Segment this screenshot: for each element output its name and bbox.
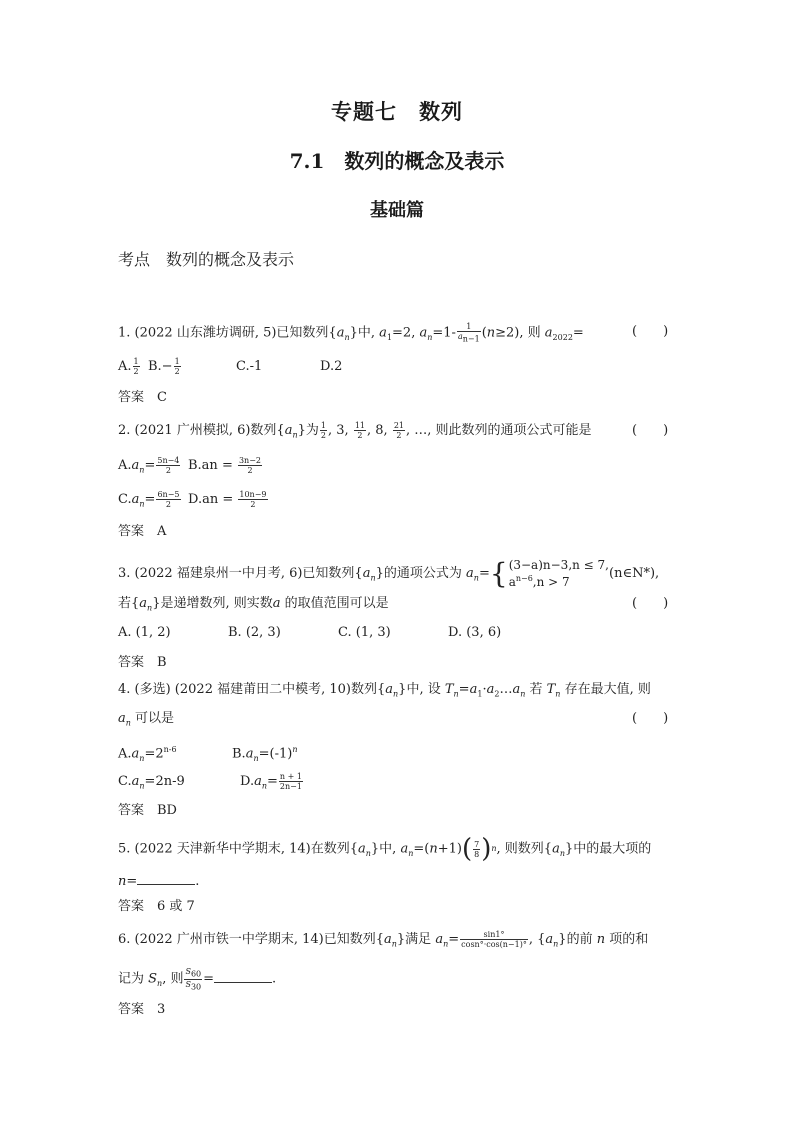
q2-option-a: $A.a_n=$ $\frac{5n-4}{2}$ bbox=[118, 456, 180, 475]
q1-answer: 答案 C bbox=[118, 390, 167, 405]
q4-option-d: $D.a_n=$ $\frac{n + 1}{2n-1}$ bbox=[240, 772, 302, 791]
answer-bracket-2: ( ) bbox=[632, 423, 669, 438]
fill-blank bbox=[137, 872, 195, 885]
q3-answer: 答案 B bbox=[118, 655, 167, 670]
topic-heading: 考点 数列的概念及表示 bbox=[118, 250, 295, 269]
q3-option-c: C. (1, 3) bbox=[338, 625, 391, 640]
answer-bracket-4: ( ) bbox=[632, 711, 669, 726]
answer-bracket-3: ( ) bbox=[632, 596, 669, 611]
question-5-stem-line2: n= . bbox=[118, 874, 200, 889]
section-title: 7.1 数列的概念及表示 bbox=[289, 149, 505, 173]
q2-option-c: $C.a_n=$ $\frac{6n-5}{2}$ bbox=[118, 490, 180, 509]
q6-answer: 答案 3 bbox=[118, 1002, 166, 1017]
q1-option-a: A. $\frac{1}{2}$ bbox=[118, 357, 139, 376]
q3-option-d: D. (3, 6) bbox=[448, 625, 502, 640]
q2-answer: 答案 A bbox=[118, 524, 167, 539]
q2-option-d: D.an = $\frac{10n-9}{2}$ bbox=[188, 490, 267, 509]
fill-blank bbox=[214, 970, 272, 983]
question-4-stem-line2: $a_n$ 可以是 bbox=[118, 711, 175, 728]
q1-option-d: D.2 bbox=[320, 359, 343, 374]
fraction: $\frac{1}{a_{n-1}}$ bbox=[457, 322, 480, 344]
question-4-stem: 4. (多选) (2022 福建莆田二中模考, 10)数列$\{a_n\}$中, 设 $T_n=a_1\cdot a_2\dots a_n$ 若 $T_n$ 存在最大值, 则 bbox=[118, 682, 651, 699]
q4-option-b: $B.a_n=(-1)^n$ bbox=[232, 745, 298, 763]
question-5-stem: 5. (2022 天津新华中学期末, 14)在数列$\{a_n\}$中, $a_n=(n+1)$ ( $\frac{7}{8}$ ) n , 则数列$\{a_n\}$中的最大项的 bbox=[118, 834, 652, 864]
q3-option-a: A. (1, 2) bbox=[118, 625, 171, 640]
question-3-stem-line2: 若$\{a_n\}$是递增数列, 则实数a 的取值范围可以是 bbox=[118, 596, 389, 613]
q1-option-c: C.-1 bbox=[236, 359, 263, 374]
q4-option-c: $C.a_n=2n-9$ bbox=[118, 774, 185, 791]
piecewise-formula: { (3−a)n−3,n ≤ 7, $a^{n-6},n > 7$ bbox=[489, 556, 609, 590]
question-2-stem: 2. (2021 广州模拟, 6)数列$\{a_n\}$为 $\frac{1}{2}$ , 3, $\frac{11}{2}$ , 8, $\frac{21}{2}$ , …, 则此数列的通项公式可能是 bbox=[118, 421, 592, 440]
q4-answer: 答案 BD bbox=[118, 803, 177, 818]
q5-answer: 答案 6 或 7 bbox=[118, 899, 195, 914]
answer-bracket-1: ( ) bbox=[632, 324, 669, 339]
question-1-stem: 1. (2022 山东潍坊调研, 5)已知数列$\{a_n\}$中, $a_1=2$, $a_n=1-$ $\frac{1}{a_{n-1}}$ (n≥2), 则 $a_{2022}=$ bbox=[118, 322, 584, 344]
power-expression: ( $\frac{7}{8}$ ) n bbox=[461, 834, 497, 864]
q3-option-b: B. (2, 3) bbox=[228, 625, 281, 640]
q2-option-b: B.an = $\frac{3n-2}{2}$ bbox=[188, 456, 262, 475]
question-3-stem: 3. (2022 福建泉州一中月考, 6)已知数列$\{a_n\}$的通项公式为 $a_n=$ { (3−a)n−3,n ≤ 7, $a^{n-6},n > 7$ (n∈N*), bbox=[118, 556, 660, 590]
part-title: 基础篇 bbox=[370, 200, 424, 221]
chapter-title: 专题七 数列 bbox=[331, 99, 463, 124]
question-6-stem-line2: 记为 $S_n$, 则 $\frac{S_{60}}{S_{30}}$ = . bbox=[118, 967, 277, 992]
question-6-stem: 6. (2022 广州市铁一中学期末, 14)已知数列$\{a_n\}$满足 $a_n=$ $\frac{\sin 1^\circ}{\cos n^\circ\cdot\cos(n-1)^\circ}$ , $\{a_n\}$的前 n 项的和 bbox=[118, 930, 649, 949]
q4-option-a: $A.a_n=2^{n-6}$ bbox=[118, 745, 177, 763]
q1-option-b: B.− $\frac{1}{2}$ bbox=[148, 357, 180, 376]
